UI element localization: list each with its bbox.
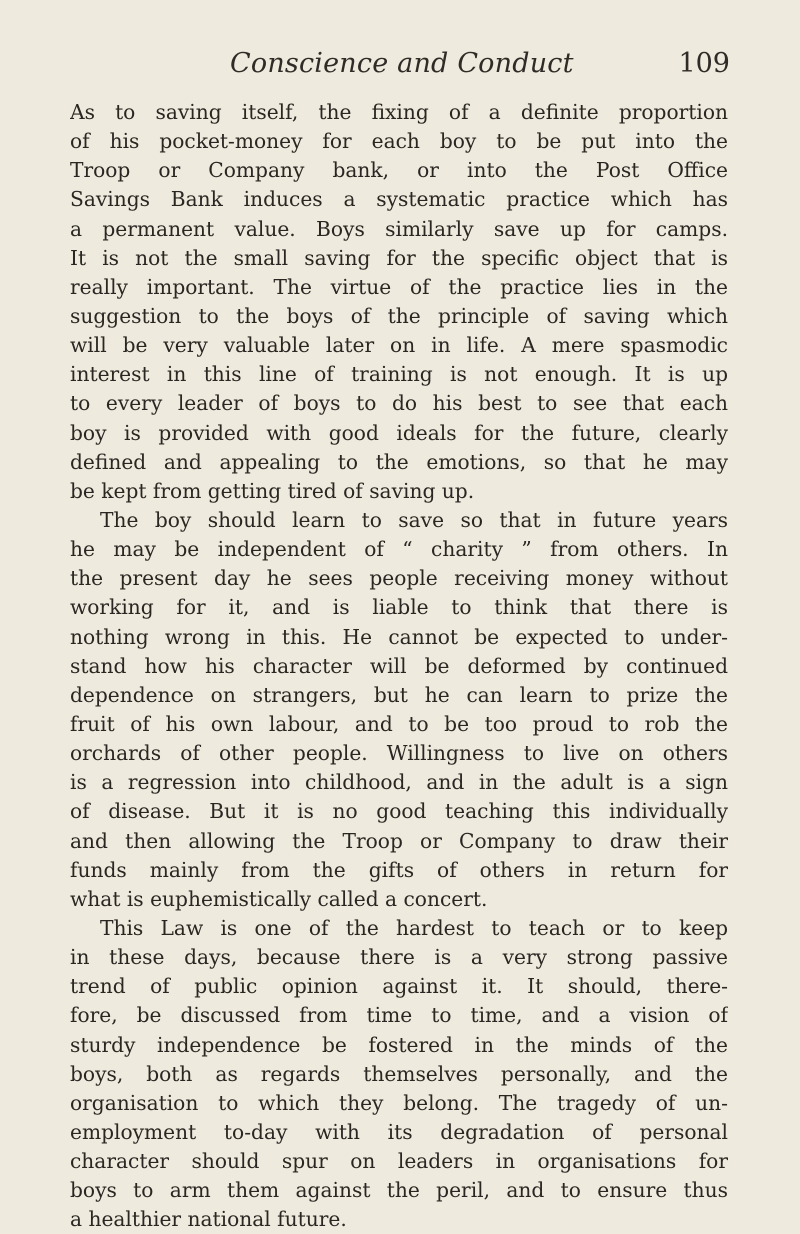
text-line: It is not the small saving for the specific object that is — [70, 245, 728, 270]
text-line: nothing wrong in this. He cannot be expected to under- — [70, 624, 728, 649]
text-line: interest in this line of training is not enough. It is up — [70, 362, 728, 387]
running-title: Conscience and Conduct — [230, 48, 574, 79]
text-line: Savings Bank induces a systematic practice which has — [70, 187, 728, 212]
text-line: will be very valuable later on in life. A mere spasmodic — [70, 333, 728, 358]
text-line: is a regression into childhood, and in the adult is a sign — [70, 770, 728, 795]
text-line: character should spur on leaders in organisations for — [70, 1149, 728, 1174]
text-line: Troop or Company bank, or into the Post Office — [70, 158, 728, 183]
text-line: be kept from getting tired of saving up. — [70, 478, 475, 503]
text-line: This Law is one of the hardest to teach or to keep — [100, 915, 728, 940]
text-line: boys to arm them against the peril, and to ensure thus — [70, 1178, 728, 1203]
text-line: trend of public opinion against it. It should, there- — [70, 974, 728, 999]
text-line: organisation to which they belong. The tragedy of un- — [70, 1090, 728, 1115]
text-line: a healthier national future. — [70, 1207, 347, 1232]
text-line: what is euphemistically called a concert. — [70, 886, 488, 911]
text-line: suggestion to the boys of the principle of saving which — [70, 303, 728, 328]
text-line: funds mainly from the gifts of others in return for — [70, 857, 728, 882]
text-line: the present day he sees people receiving money without — [70, 566, 728, 591]
text-line: The boy should learn to save so that in future years — [100, 507, 728, 532]
text-line: dependence on strangers, but he can learn to prize the — [70, 682, 728, 707]
text-line: of his pocket-money for each boy to be put into the — [70, 129, 728, 154]
text-line: employment to-day with its degradation of personal — [70, 1119, 728, 1144]
body-text — [70, 98, 728, 1234]
text-line: boys, both as regards themselves personally, and the — [70, 1061, 728, 1086]
text-line: stand how his character will be deformed by continued — [70, 653, 728, 678]
running-head — [70, 44, 730, 84]
page-number: 109 — [678, 48, 730, 79]
text-line: to every leader of boys to do his best to see that each — [70, 391, 728, 416]
text-line: sturdy independence be fostered in the minds of the — [70, 1032, 728, 1057]
text-line: and then allowing the Troop or Company to draw their — [70, 828, 728, 853]
text-line: in these days, because there is a very strong passive — [70, 945, 728, 970]
text-line: working for it, and is liable to think that there is — [70, 595, 728, 620]
text-line: fruit of his own labour, and to be too proud to rob the — [70, 711, 728, 736]
text-line: of disease. But it is no good teaching this individually — [70, 799, 728, 824]
text-line: As to saving itself, the fixing of a definite proportion — [70, 100, 728, 124]
text-line: a permanent value. Boys similarly save up for camps. — [70, 216, 728, 241]
text-line: he may be independent of “ charity ” from others. In — [70, 537, 728, 562]
text-line: fore, be discussed from time to time, and a vision of — [70, 1003, 728, 1028]
text-line: really important. The virtue of the practice lies in the — [70, 274, 728, 299]
text-line: orchards of other people. Willingness to live on others — [70, 741, 728, 766]
text-line: defined and appealing to the emotions, so that he may — [70, 449, 728, 474]
text-line: boy is provided with good ideals for the future, clearly — [70, 420, 728, 445]
